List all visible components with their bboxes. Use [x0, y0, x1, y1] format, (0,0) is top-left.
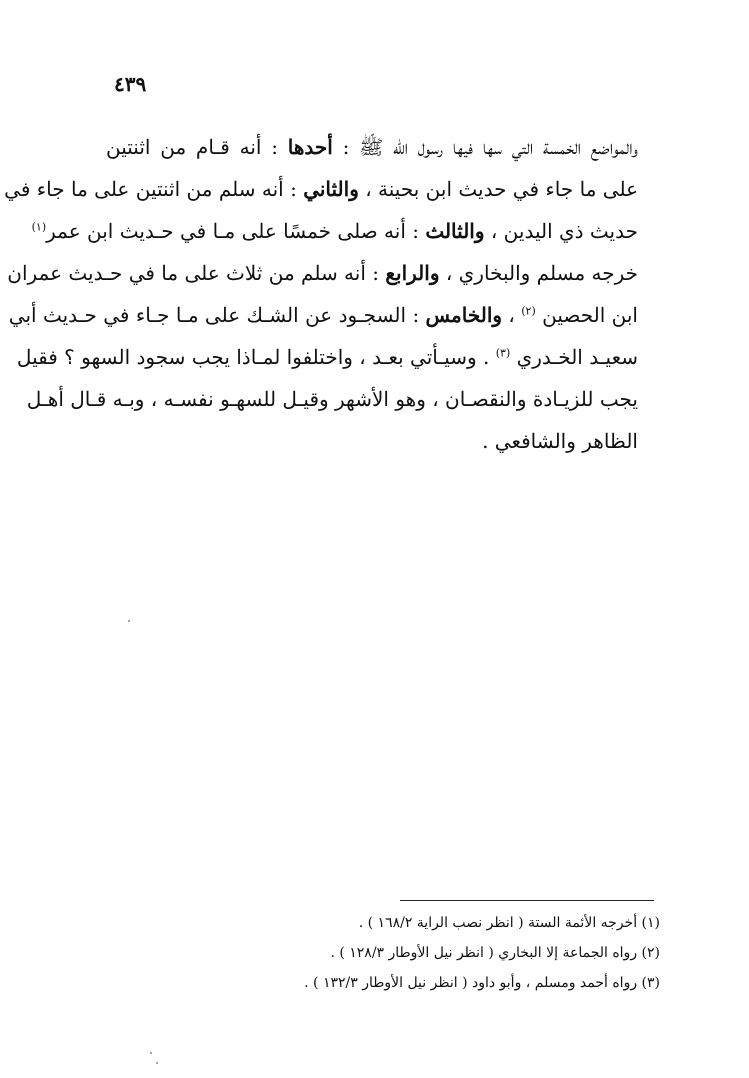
- footnote-ref: (٣): [495, 346, 511, 360]
- footnote-3: (٣) رواه أحمد ومسلم ، وأبو داود ( انظر نيل الأوطار ١٣٢/٣ ) .: [304, 975, 660, 991]
- text-line: [106, 420, 638, 462]
- page-number: ٤٣٩: [114, 72, 147, 96]
- text-run: : أنه سلم من ثلاث على ما في حـديث عمران: [7, 261, 386, 285]
- keyword-bold: والثالث: [425, 219, 485, 243]
- text-run: : أنه قـام من اثنتين: [106, 135, 288, 159]
- text-run: ابن الحصين: [535, 303, 638, 327]
- text-line: [7, 252, 638, 294]
- footnote-ref: (٢): [521, 304, 536, 318]
- footnote-1: (١) أخرجه الأئمة الستة ( انظر نصب الراية ١٦٨/٢ ) .: [358, 915, 660, 931]
- footnote-ref: (١): [31, 220, 47, 234]
- text-run: والمواضع الخمسة التي سها فيها رسول الله ﷺ :: [332, 135, 638, 159]
- text-line: [8, 294, 638, 336]
- text-run: الظاهر والشافعي .: [482, 429, 638, 453]
- text-run: على ما جاء في حديث ابن بحينة ،: [358, 177, 638, 201]
- text-run: ،: [502, 303, 522, 327]
- keyword-bold: أحدها: [287, 135, 333, 159]
- text-run: . وسيـأتي بعـد ، واختلفوا لمـاذا يجب سجود السهو ؟ فقيل: [16, 345, 496, 369]
- text-line: [31, 210, 638, 252]
- footnote-separator: [400, 900, 654, 901]
- text-line: [16, 336, 638, 378]
- text-run: يجب للزيـادة والنقصـان ، وهو الأشهر وقيـل للسهـو نفسـه ، وبـه قـال أهـل: [26, 387, 638, 411]
- footnote-2: (٢) رواه الجماعة إلا البخاري ( انظر نيل الأوطار ١٢٨/٣ ) .: [330, 945, 660, 961]
- text-run: : أنه سلم من اثنتين على ما جاء في: [4, 177, 304, 201]
- keyword-bold: والرابع: [385, 261, 440, 285]
- scan-speck: [128, 620, 130, 622]
- text-run: : أنه صلى خمسًا على مـا في حـديث ابن عمر: [46, 219, 426, 243]
- footnotes: [290, 908, 660, 998]
- text-run: سعيـد الخـدري: [510, 345, 638, 369]
- text-run: : السجـود عن الشـك على مـا جـاء في حـديث أبي: [8, 303, 426, 327]
- text-line: [4, 168, 638, 210]
- text-line: [26, 378, 638, 420]
- text-run: حديث ذي اليدين ،: [484, 219, 638, 243]
- text-run: خرجه مسلم والبخاري ،: [439, 261, 638, 285]
- keyword-bold: والخامس: [425, 303, 503, 327]
- main-paragraph: [4, 126, 638, 462]
- scan-speck: [156, 1062, 158, 1064]
- scan-speck: [150, 1052, 152, 1054]
- text-line: [106, 126, 638, 168]
- keyword-bold: والثاني: [303, 177, 359, 201]
